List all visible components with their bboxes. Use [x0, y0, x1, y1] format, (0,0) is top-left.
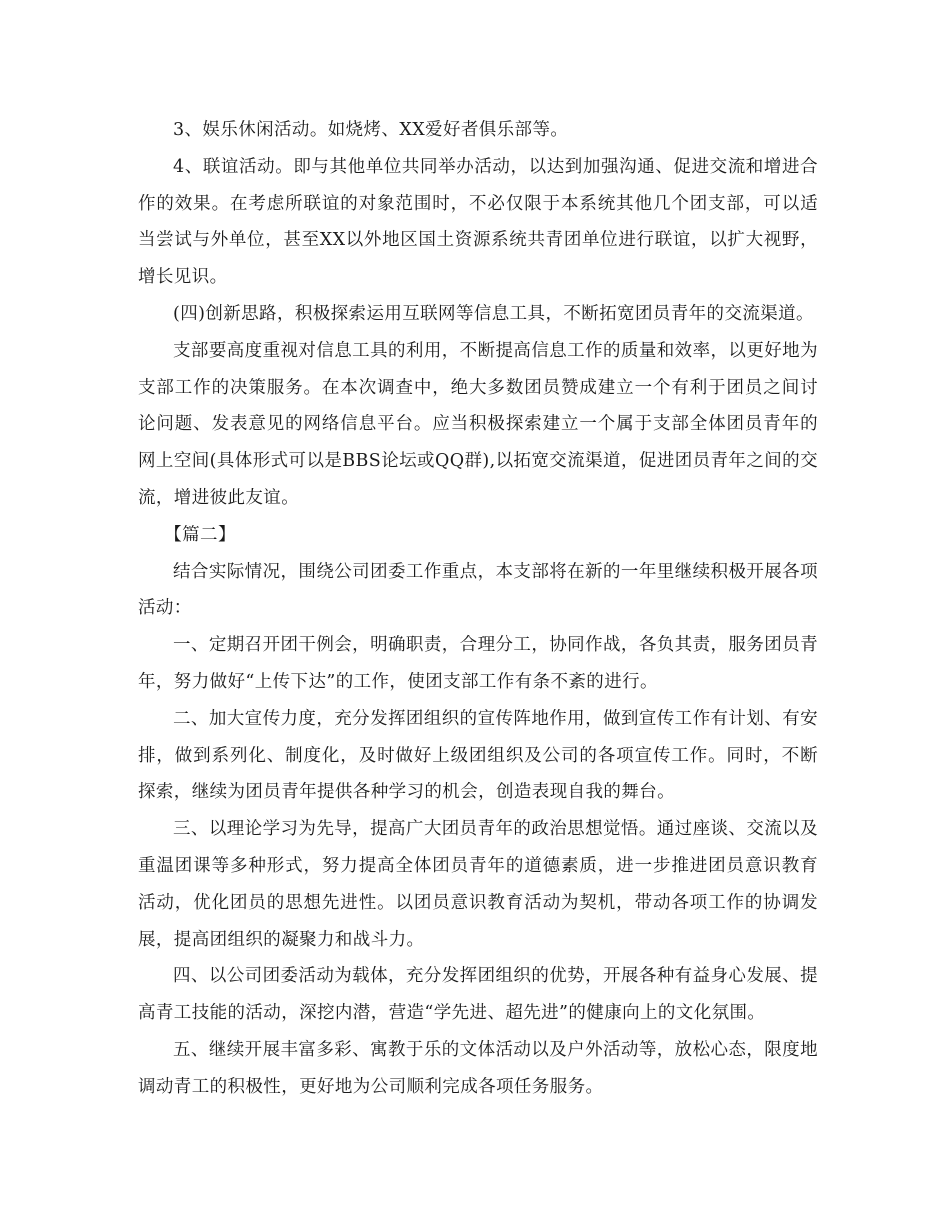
paragraph-intro: 结合实际情况，围绕公司团委工作重点，本支部将在新的一年里继续积极开展各项活动：	[138, 561, 818, 619]
paragraph-item-one: 一、定期召开团干例会，明确职责，合理分工，协同作战，各负其责，服务团员青年，努力做好“上传下达”的工作，使团支部工作有条不紊的进行。	[138, 635, 818, 692]
paragraph-item-four: 四、以公司团委活动为载体，充分发挥团组织的优势，开展各种有益身心发展、提高青工技能的活动，深挖内潜，营造“学先进、超先进”的健康向上的文化氛围。	[138, 966, 818, 1024]
paragraph-item-three: 三、以理论学习为先导，提高广大团员青年的政治思想觉悟。通过座谈、交流以及重温团课等多种形式，努力提高全体团员青年的道德素质，进一步推进团员意识教育活动，优化团员的思想先进性。以团员意识教育活动为契机，带动各项工作的协调发展，提高团组织的凝聚力和战斗力。	[138, 819, 818, 950]
paragraph-item-five: 五、继续开展丰富多彩、寓教于乐的文体活动以及户外活动等，放松心态，限度地调动青工的积极性，更好地为公司顺利完成各项任务服务。	[138, 1039, 818, 1097]
paragraph-entertainment: 3、娱乐休闲活动。如烧烤、XX爱好者俱乐部等。	[173, 120, 569, 140]
section-heading: 【篇二】	[164, 524, 236, 545]
paragraph-item-two: 二、加大宣传力度，充分发挥团组织的宣传阵地作用，做到宣传工作有计划、有安排，做到系列化、制度化，及时做好上级团组织及公司的各项宣传工作。同时，不断探索，继续为团员青年提供各种学习的机会，创造表现自我的舞台。	[138, 708, 818, 803]
paragraph-information-tools: 支部要高度重视对信息工具的利用，不断提高信息工作的质量和效率，以更好地为支部工作的决策服务。在本次调查中，绝大多数团员赞成建立一个有利于团员之间讨论问题、发表意见的网络信息平台。应当积极探索建立一个属于支部全体团员青年的网上空间(具体形式可以是BBS论坛或QQ群),以拓宽交流渠道，促进团员青年之间的交流，增进彼此友谊。	[138, 340, 818, 508]
paragraph-innovation-heading: (四)创新思路，积极探索运用互联网等信息工具，不断拓宽团员青年的交流渠道。	[173, 303, 814, 324]
document-body	[138, 112, 818, 1106]
paragraph-liaison: 4、联谊活动。即与其他单位共同举办活动，以达到加强沟通、促进交流和增进合作的效果。在考虑所联谊的对象范围时，不必仅限于本系统其他几个团支部，可以适当尝试与外单位，甚至XX以外地区国土资源系统共青团单位进行联谊，以扩大视野，增长见识。	[138, 156, 818, 288]
